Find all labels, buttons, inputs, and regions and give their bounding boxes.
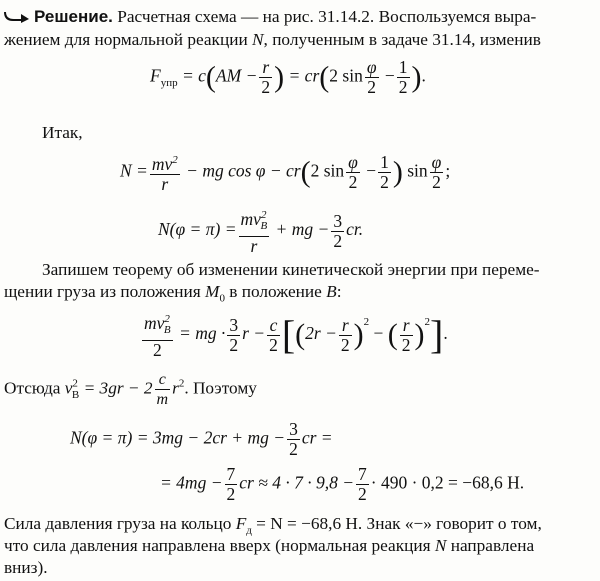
otsyuda-line: [4, 370, 596, 409]
frac-7-2: [225, 465, 238, 504]
frac-c-2: [267, 316, 280, 355]
frac-den: 2: [289, 439, 298, 459]
eq4-a: 2r −: [305, 323, 337, 344]
para2-line-2: [4, 281, 596, 309]
frac-den: 2: [333, 230, 343, 251]
frac-num: [239, 206, 270, 237]
symbol-N2: N: [434, 536, 447, 555]
frac-num: 3: [289, 419, 298, 439]
eq4-num: mv: [144, 312, 165, 333]
frac-den: 2: [358, 484, 367, 504]
eq3-end: cr.: [346, 219, 364, 240]
eq1-part1: = c: [177, 65, 206, 86]
frac-den: 2: [229, 334, 239, 355]
frac-den: 2: [398, 77, 408, 97]
para3-text-c: что сила давления направлена вверх (нормальная реакция: [4, 536, 435, 555]
symbol-N: N: [252, 30, 264, 49]
frac-1-2: [397, 58, 410, 97]
eq2-minus: −: [361, 160, 377, 181]
frac-den: 2: [340, 334, 350, 355]
frac-1-2: [378, 153, 391, 192]
otsyuda-r: r: [172, 378, 179, 398]
eq4-dot: .: [443, 323, 448, 344]
para1-text-1: Расчетная схема — на рис. 31.14.2. Воспользуемся выра-: [112, 7, 537, 26]
solution-line-1: [4, 6, 596, 30]
frac-num: 7: [358, 464, 367, 484]
frac-3-2: [331, 212, 344, 251]
frac-c-m: [155, 370, 171, 409]
equation-energy: $\frac{mv^2_B}{2}$ = mg · $\frac{3}{2}$ r − $\frac{c}{2}$ [(2r − $\frac{r}{2}$ )$^2$ − ( $\frac{r}{2}$ )$^2$].: [140, 310, 448, 360]
frac-phi-2b: [430, 153, 444, 192]
eqf1-end: cr =: [301, 427, 333, 448]
eq4-sq1: 2: [363, 316, 370, 329]
symbol-M0-sub: 0: [219, 292, 225, 305]
frac-mvb2-2: [142, 310, 173, 360]
eq4-sq2: 2: [424, 316, 431, 329]
arrow-icon: [4, 8, 34, 30]
frac-phi-2: [346, 153, 360, 192]
eq1-minus: −: [380, 65, 395, 86]
symbol-B: B: [326, 282, 337, 301]
eqf2-a: = 4mg −: [160, 472, 223, 493]
otsyuda-r-sup: 2: [178, 377, 185, 390]
frac-num: r: [400, 316, 413, 336]
eq1-inner: 2 sin: [329, 65, 363, 86]
eq2-lhs: N =: [120, 160, 148, 181]
equation-N: N = $\frac{mv^2}{r}$ − mg cos φ − cr(2 sin $\frac{\varphi}{2}$ − $\frac{1}{2}$ ) sin $\frac{\varphi}{2}$ ;: [120, 151, 451, 194]
frac-num: r: [339, 316, 352, 336]
eq4-r-minus: r −: [242, 323, 266, 344]
frac-7-2b: [356, 465, 369, 504]
frac-den: 2: [152, 340, 162, 361]
frac-3-2: [227, 316, 240, 355]
otsyuda-post: . Поэтому: [184, 378, 257, 398]
frac-num: c: [267, 316, 280, 336]
frac-den: 2: [269, 334, 278, 355]
eq1-end: .: [421, 65, 426, 86]
frac-num: 7: [226, 464, 236, 484]
frac-num: φ: [348, 151, 358, 172]
itak-line: Итак,: [42, 123, 83, 142]
frac-num: 3: [333, 210, 343, 231]
frac-num: 1: [380, 151, 389, 172]
frac-den: 2: [348, 171, 358, 192]
otsyuda-pre: Отсюда: [4, 378, 65, 398]
frac-den: r: [250, 236, 258, 257]
eq2-inner: 2 sin: [310, 160, 345, 181]
frac-3-2: [287, 420, 300, 459]
frac-den: r: [161, 173, 169, 194]
frac-num: 1: [398, 57, 408, 77]
eq3-num: mv: [240, 208, 261, 229]
para2-line-1: Запишем теорему об изменении кинетической энергии при переме-: [42, 260, 540, 279]
frac-den: 2: [432, 171, 441, 192]
frac-num: [142, 310, 173, 341]
eq4-mid: = mg ·: [174, 323, 226, 344]
solution-line-2: [4, 29, 596, 51]
frac-num: c: [155, 370, 171, 390]
frac-mv2-r: [150, 151, 180, 194]
frac-den: 2: [367, 77, 377, 97]
eq4-sub: B: [163, 324, 171, 337]
frac-num: 3: [229, 314, 239, 335]
eq3-sup: 2: [260, 209, 267, 221]
frac-r-2b: [400, 316, 413, 355]
para3-text-b: = N = −68,6 Н. Знак «−» говорит о том,: [251, 514, 542, 533]
frac-r-2: [339, 316, 352, 355]
para2-text-b: в положение: [224, 282, 327, 301]
symbol-M0: M: [205, 282, 220, 301]
equation-f-upr: $F_{упр} = c(AM$ − $\frac{r}{2}$ ) = cr(2 sin $\frac{\varphi}{2}$ − $\frac{1}{2}$ ).: [150, 57, 426, 97]
para3-line-3: вниз).: [4, 558, 48, 577]
eq4-sup: 2: [164, 313, 170, 325]
eq3-sub: B: [260, 220, 268, 233]
eqf2-b: cr ≈ 4 · 7 · 9,8 −: [239, 472, 355, 493]
frac-r-2: [259, 58, 272, 97]
para3-text-a: Сила давления груза на кольцо: [4, 514, 236, 533]
para3-line-2: [4, 535, 596, 557]
eq3-mid: + mg −: [271, 219, 330, 240]
equation-final-1: [70, 420, 333, 459]
eq1-am: AM −: [215, 65, 258, 86]
eq2-num-sup: 2: [172, 154, 178, 166]
para3-text-d: направлена: [446, 536, 535, 555]
eqf2-c: · 490 · 0,2 = −68,6 Н.: [370, 472, 525, 493]
frac-den: 2: [261, 77, 271, 97]
equation-final-2: [160, 465, 524, 504]
frac-num: φ: [366, 57, 377, 77]
frac-num: r: [259, 58, 272, 78]
otsyuda-mid: = 3gr − 2: [79, 378, 153, 398]
symbol-F: F: [235, 514, 247, 533]
equation-N-pi: [158, 206, 363, 256]
frac-phi-2: [365, 58, 379, 97]
symbol-v-sup: 2: [72, 377, 78, 390]
eq2-mid: − mg cos φ − cr: [181, 160, 301, 181]
f-symbol: F: [150, 65, 161, 86]
para2-text-c: :: [336, 282, 342, 301]
para2-text-a: щении груза из положения: [4, 282, 206, 301]
symbol-v-sub: B: [71, 388, 80, 401]
frac-mvb2-r: [239, 206, 270, 256]
eq2-sin: sin: [402, 160, 428, 181]
eq1-cr: = cr: [284, 65, 320, 86]
frac-den: m: [156, 391, 169, 408]
f-subscript: упр: [160, 77, 178, 90]
frac-num: φ: [431, 151, 442, 172]
symbol-F-sub: д: [246, 524, 252, 537]
para1-text-2a: жением для нормальной реакции: [4, 30, 253, 49]
eqf1-text: N(φ = π) = 3mg − 2cr + mg −: [70, 427, 286, 448]
frac-den: 2: [401, 334, 411, 355]
eq2-num: mv: [151, 153, 173, 174]
para1-text-2b: , полученным в задаче 31.14, изменив: [263, 30, 541, 49]
frac-num: [150, 151, 180, 175]
eq3-lhs: N(φ = π) =: [158, 219, 237, 240]
symbol-v: v: [64, 378, 73, 398]
frac-den: 2: [380, 171, 389, 192]
solution-heading: Решение.: [34, 7, 113, 26]
eq2-end: ;: [445, 160, 451, 181]
frac-den: 2: [226, 484, 236, 504]
